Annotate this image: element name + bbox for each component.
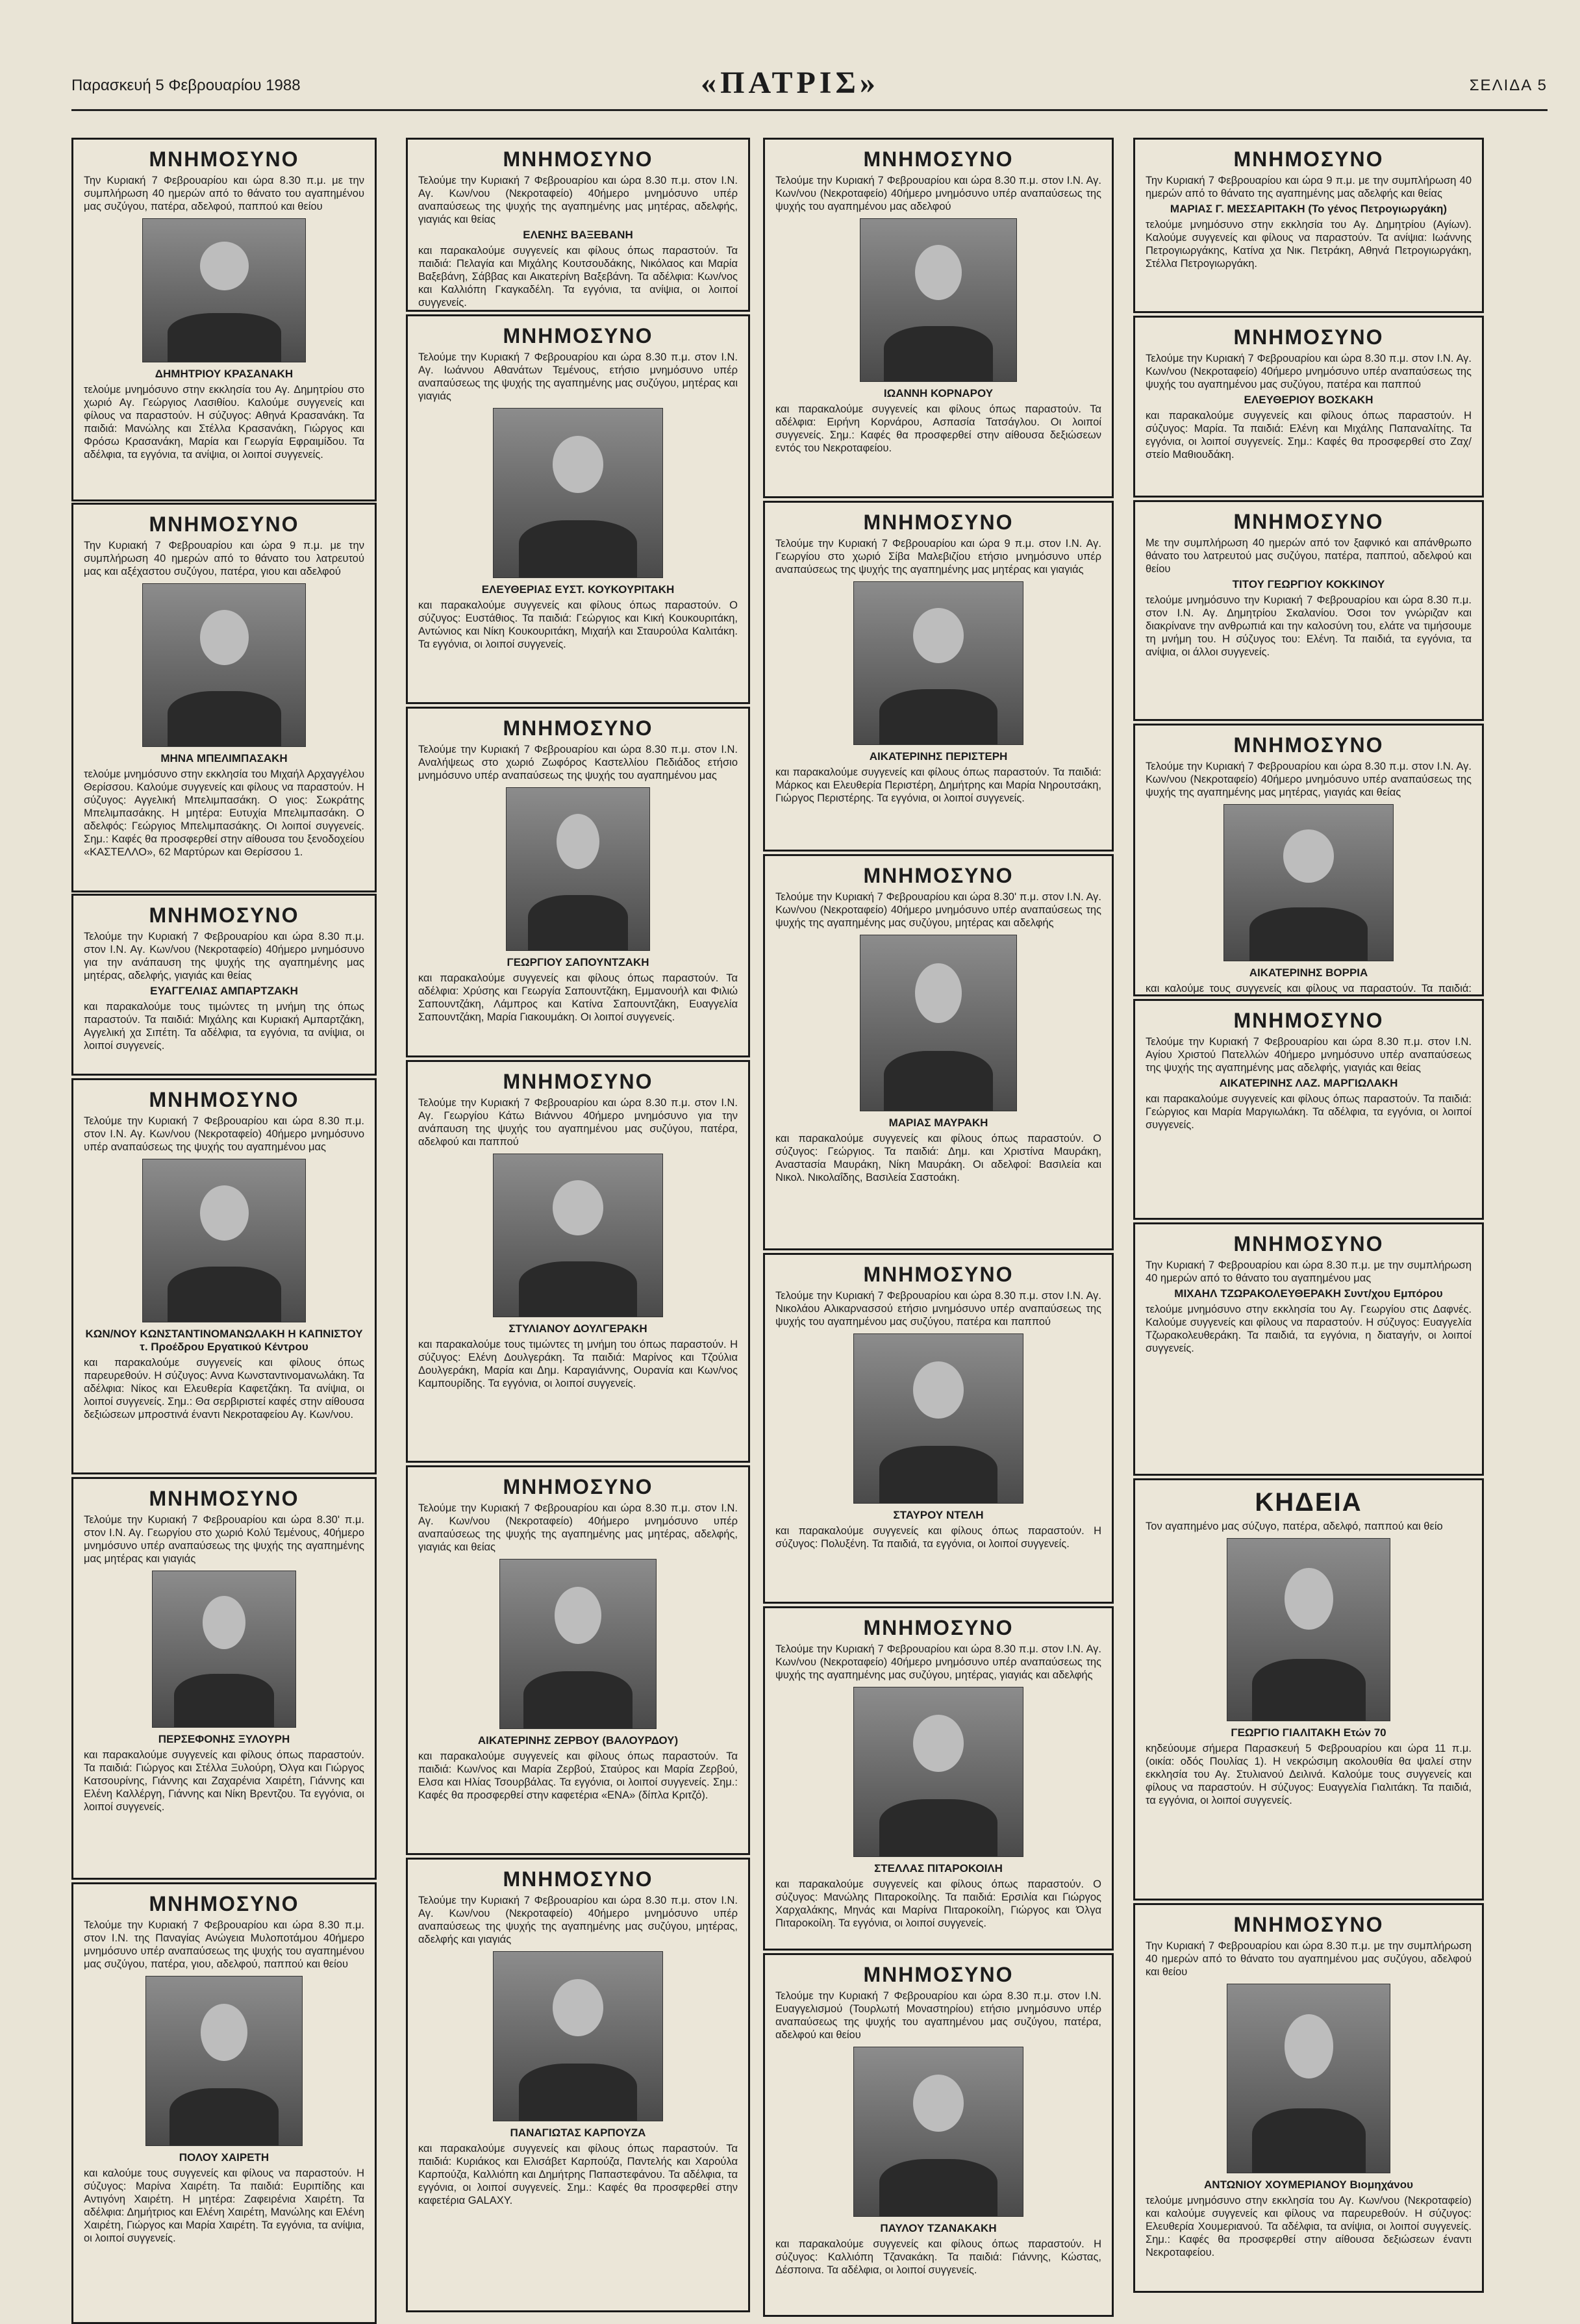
notice-title: ΜΝΗΜΟΣΥΝΟ [1233, 1913, 1384, 1936]
notice-title: ΜΝΗΜΟΣΥΝΟ [149, 1088, 299, 1111]
notice-body-text: και παρακαλούμε συγγενείς και φίλους όπως παραστούν. Τα παιδιά: Πελαγία και Μιχάλης Κουτσουδάκης, Νικόλαος και Μαρία Βαξεβάνη, Σάββας και Αικατερίνη Βαξεβάνη. Τα αδέλφια: Κων/νος και Καλλιόπη Γκαγκαδέλη. Τα εγγόνια, τα ανίψια, οι λοιποί συγγενείς. [418, 245, 738, 309]
portrait-photo [145, 1976, 303, 2146]
notice-title: ΜΝΗΜΟΣΥΝΟ [149, 512, 299, 536]
notice-intro-text: Τελούμε την Κυριακή 7 Φεβρουαρίου και ώρα 8.30 π.μ. στον Ι.Ν. Αγίου Χριστού Πατελλών 40ήμερο μνημόσυνο υπέρ αναπαύσεως της ψυχής της αγαπημένης μας αδελφής, γιαγιάς και θείας [1146, 1036, 1472, 1074]
deceased-name: ΕΛΕΥΘΕΡΙΑΣ ΕΥΣΤ. ΚΟΥΚΟΥΡΙΤΑΚΗ [481, 583, 675, 596]
deceased-name: ΕΛΕΝΗΣ ΒΑΞΕΒΑΝΗ [523, 229, 633, 241]
notice-title: ΜΝΗΜΟΣΥΝΟ [863, 511, 1014, 534]
deceased-name: ΠΑΥΛΟΥ ΤΖΑΝΑΚΑΚΗ [880, 2222, 997, 2234]
notice-body-text: και καλούμε τους συγγενείς και φίλους να παραστούν. Τα παιδιά: [1146, 983, 1472, 994]
deceased-name: ΜΙΧΑΗΛ ΤΖΩΡΑΚΟΛΕΥΘΕΡΑΚΗ Συντ/χου Εμπόρου [1174, 1287, 1443, 1300]
notice-intro-text: Τελούμε την Κυριακή 7 Φεβρουαρίου και ώρα 8.30 π.μ. στον Ι.Ν. Αγ. Κων/νου (Νεκροταφείο) 40ήμερο μνημόσυνο υπέρ αναπαύσεως της ψυχής του αγαπημένου μας [84, 1115, 364, 1153]
notice-intro-text: Τελούμε την Κυριακή 7 Φεβρουαρίου και ώρα 8.30 π.μ. στον Ι.Ν. Αγ. Κων/νου (Νεκροταφείο) 40ήμερο μνημόσυνο υπέρ αναπαύσεως της ψυχής της αγαπημένης μας μητέρας, αδελφής, γιαγιάς και θείας [418, 175, 738, 225]
deceased-name: ΓΕΩΡΓΙΟΥ ΣΑΠΟΥΝΤΖΑΚΗ [507, 956, 649, 968]
notice-box [406, 138, 750, 312]
notice-title: ΜΝΗΜΟΣΥΝΟ [503, 1070, 653, 1093]
portrait-photo [1223, 804, 1394, 961]
notice-body-text: και παρακαλούμε συγγενείς και φίλους όπως παραστούν. Ο σύζυγος: Ευστάθιος. Τα παιδιά: Γεώργιος και Κική Κουκουριτάκη, Αντώνιος και Νίκη Κουκουριτάκη, Μιχαήλ και Σταυρούλα Καλιτάκη. Τα εγγόνια, οι λοιποί συγγενείς. [418, 600, 738, 650]
deceased-name: ΣΤΑΥΡΟΥ ΝΤΕΛΗ [893, 1509, 984, 1521]
deceased-name: ΙΩΑΝΝΗ ΚΟΡΝΑΡΟΥ [883, 387, 994, 399]
notice-body-text: και παρακαλούμε συγγενείς και φίλους όπως παραστούν. Τα παιδιά: Κων/νος και Μαρία Ζερβού, Σταύρος και Μαρία Ζερβού, Ελσα και Ηλίας Τσουρβάλας. Τα εγγόνια, οι λοιποί συγγενείς. Σημ.: Καφές θα προσφερθεί στην καφετέρια «ΕΝΑ» (δίπλα Κριτζό). [418, 1750, 738, 1801]
notice-box [406, 1060, 750, 1463]
deceased-name: ΔΗΜΗΤΡΙΟΥ ΚΡΑΣΑΝΑΚΗ [155, 368, 294, 380]
portrait-photo [506, 787, 650, 951]
notice-intro-text: Τελούμε την Κυριακή 7 Φεβρουαρίου και ώρα 8.30 π.μ. στον Ι.Ν. Αγ. Ιωάννου Αθανάτων Τεμένους, ετήσιο μνημόσυνο υπέρ αναπαύσεως της ψυχής της αγαπημένης μας συζύγου, μητέρας και γιαγιάς [418, 351, 738, 402]
deceased-name: ΕΥΑΓΓΕΛΙΑΣ ΑΜΠΑΡΤΖΑΚΗ [150, 985, 298, 997]
notice-title: ΜΝΗΜΟΣΥΝΟ [1233, 1009, 1384, 1032]
notice-box [71, 1078, 377, 1474]
notice-box [1133, 500, 1484, 721]
notice-intro-text: Τελούμε την Κυριακή 7 Φεβρουαρίου και ώρα 8.30 π.μ. στον Ι.Ν. Αγ. Γεωργίου Κάτω Βιάννου 40ήμερο μνημόσυνο για την ανάπαυση της ψυχής του αγαπημένου μας συζύγου, πατέρα, αδελφού και παππού [418, 1097, 738, 1148]
notice-box [763, 1953, 1114, 2317]
notice-body-text: και παρακαλούμε συγγενείς και φίλους όπως παραστούν. Ο σύζυγος: Μανώλης Πιταροκοίλης. Τα παιδιά: Ερσιλία και Γιώργος Χαρχαλάκης, Μηνάς και Μαρίνα Πιταροκοίλη, Γιώργος και Όλγα Πιταροκοίλη. Τα εγγόνια, οι λοιποί συγγενείς. [775, 1878, 1101, 1929]
notice-box [1133, 1222, 1484, 1476]
portrait-photo [853, 2047, 1023, 2217]
notice-intro-text: Τελούμε την Κυριακή 7 Φεβρουαρίου και ώρα 8.30 π.μ. στον Ι.Ν. Αγ. Κων/νου (Νεκροταφείο) 40ήμερο μνημόσυνο υπέρ αναπαύσεως της ψυχής της αγαπημένης μας συζύγου, μητέρας, αδελφής και γιαγιάς [418, 1895, 738, 1945]
notice-body-text: και παρακαλούμε συγγενείς και φίλους όπως παραστούν. Τα παιδιά: Γιώργος και Στέλλα Ξυλούρη, Όλγα και Γιώργος Κατσουρίνης, Γιάννης και Ζαχαρένια Χαιρέτη, Γιάννης και Ελένη Καλλέργη, Γιάννης και Νίκη Βρεντζου. Τα εγγόνια, οι λοιποί συγγενείς. [84, 1749, 364, 1813]
notice-box [763, 1606, 1114, 1951]
notice-box [71, 1882, 377, 2324]
newspaper-title: «ΠΑΤΡΙΣ» [701, 66, 879, 100]
deceased-name: ΚΩΝ/ΝΟΥ ΚΩΝΣΤΑΝΤΙΝΟΜΑΝΩΛΑΚΗ Η ΚΑΠΝΙΣΤΟΥ τ. Προέδρου Εργατικού Κέντρου [85, 1328, 363, 1353]
notice-intro-text: Τελούμε την Κυριακή 7 Φεβρουαρίου και ώρα 8.30 π.μ. στον Ι.Ν. Αγ. Κων/νου (Νεκροταφείο) 40ήμερο μνημόσυνο υπέρ αναπαύσεως της ψυχής της αγαπημένης μας μητέρας, αδελφής, γιαγιάς και θείας [418, 1502, 738, 1553]
portrait-photo [1227, 1538, 1390, 1721]
notice-box [1133, 1478, 1484, 1901]
portrait-photo [499, 1559, 657, 1729]
notice-body-text: τελούμε μνημόσυνο στην εκκλησία του Αγ. Δημητρίου στο χωριό Αγ. Γεώργιος Λασιθίου. Καλούμε συγγενείς και φίλους να παραστούν. Η σύζυγος: Αθηνά Κρασανάκη. Τα παιδιά: Μανώλης και Στέλλα Κρασανάκη, Γιώργος και Φρόσω Κρασανάκη, Μαρία και Γεωργία Εφραιμίδου. Τα αδέλφια, τα εγγόνια, τα ανίψια, οι λοιποί συγγενείς. [84, 384, 364, 461]
notice-intro-text: Τελούμε την Κυριακή 7 Φεβρουαρίου και ώρα 8.30 π.μ. στον Ι.Ν. Αγ. Κων/νου (Νεκροταφείο) 40ήμερο μνημόσυνο υπέρ αναπαύσεως της ψυχής της αγαπημένης μας μητέρας, γιαγιάς και θείας [1146, 761, 1472, 798]
notice-body-text: και παρακαλούμε συγγενείς και φίλους όπως παραστούν. Ο σύζυγος: Γεώργιος. Τα παιδιά: Δημ. και Χριστίνα Μαυράκη, Αναστασία Μαυράκη, Νίκη Μαυράκη. Οι αδελφοί: Βασιλεία και Νικολ. Νικολαΐδης, Βασιλεία Σαστοάκη. [775, 1133, 1101, 1183]
notice-title: ΜΝΗΜΟΣΥΝΟ [1233, 510, 1384, 533]
notice-body-text: και παρακαλούμε συγγενείς και φίλους όπως παραστούν. Τα παιδιά: Κυριάκος και Ελισάβετ Καρπούζα, Παντελής και Χαρούλα Καρπούζα, Καλλιόπη και Δημήτρης Παπαστεφάνου. Τα αδέλφια, τα εγγόνια, οι λοιποί συγγενείς. Σημ.: Καφές θα προσφερθεί στην καφετέρια GALAXY. [418, 2143, 738, 2206]
notice-intro-text: Τον αγαπημένο μας σύζυγο, πατέρα, αδελφό, παππού και θείο [1146, 1521, 1443, 1532]
notice-title: ΜΝΗΜΟΣΥΝΟ [863, 147, 1014, 171]
notice-title: ΜΝΗΜΟΣΥΝΟ [503, 1475, 653, 1498]
notice-title: ΜΝΗΜΟΣΥΝΟ [503, 716, 653, 740]
notice-box [1133, 999, 1484, 1220]
deceased-name: ΑΙΚΑΤΕΡΙΝΗΣ ΛΑΖ. ΜΑΡΓΙΩΛΑΚΗ [1219, 1077, 1398, 1089]
portrait-photo [1227, 1984, 1390, 2173]
notice-intro-text: Την Κυριακή 7 Φεβρουαρίου και ώρα 8.30 π.μ. με την συμπλήρωση 40 ημερών από το θάνατο του αγαπημένου μας συζύγου, αδελφού και θείου [1146, 1940, 1472, 1978]
portrait-photo [142, 1159, 306, 1322]
deceased-name: ΠΑΝΑΓΙΩΤΑΣ ΚΑΡΠΟΥΖΑ [510, 2127, 646, 2139]
deceased-name: ΣΤΥΛΙΑΝΟΥ ΔΟΥΛΓΕΡΑΚΗ [508, 1322, 647, 1335]
notice-box [406, 1465, 750, 1855]
notice-intro-text: Τελούμε την Κυριακή 7 Φεβρουαρίου και ώρα 8.30 π.μ. στον Ι.Ν. Αναλήψεως στο χωριό Ζωφόρος Καστελλίου Πεδιάδος ετήσιο μνημόσυνο υπέρ αναπαύσεως της ψυχής του αγαπημένου μας [418, 744, 738, 781]
portrait-photo [493, 1951, 663, 2121]
notice-body-text: και παρακαλούμε τους τιμώντες τη μνήμη της όπως παραστούν. Τα παιδιά: Μιχάλης και Κυριακή Αμπαρτζάκη, Αγγελική χα Σιπέτη. Τα αδέλφια, τα εγγόνια, τα ανίψια, οι λοιποί συγγενείς. [84, 1001, 364, 1052]
notice-body-text: και καλούμε τους συγγενείς και φίλους να παραστούν. Η σύζυγος: Μαρίνα Χαιρέτη. Τα παιδιά: Ευριπίδης και Αντιγόνη Χαιρέτη. Η μητέρα: Ζαφειρένια Χαιρέτη. Τα αδέλφια: Δημήτριος και Ελένη Χαιρέτη, Μανώλης και Ελένη Χαιρέτη, Γιώργος και Μαρία Χαιρέτη. Τα εγγόνια, τα ανίψια, οι λοιποί συγγενείς. [84, 2167, 364, 2244]
notice-title: ΜΝΗΜΟΣΥΝΟ [1233, 147, 1384, 171]
notice-title: ΜΝΗΜΟΣΥΝΟ [863, 1616, 1014, 1639]
deceased-name: ΜΑΡΙΑΣ Γ. ΜΕΣΣΑΡΙΤΑΚΗ (Το γένος Πετρογιωργάκη) [1170, 203, 1448, 215]
notice-body-text: και παρακαλούμε συγγενείς και φίλους όπως παραστούν. Η σύζυγος: Πολυξένη. Τα παιδιά, τα εγγόνια, οι λοιποί συγγενείς. [775, 1525, 1101, 1550]
notice-intro-text: Τελούμε την Κυριακή 7 Φεβρουαρίου και ώρα 8.30 π.μ. στον Ι.Ν. Αγ. Κων/νου (Νεκροταφείο) 40ήμερο μνημόσυνο υπέρ αναπαύσεως της ψυχής του αγαπημένου μας αδελφού [775, 175, 1101, 212]
portrait-photo [493, 1154, 663, 1317]
notice-intro-text: Τελούμε την Κυριακή 7 Φεβρουαρίου και ώρα 8.30 π.μ. στον Ι.Ν. Ευαγγελισμού (Τουρλωτή Μοναστηρίου) ετήσιο μνημόσυνο υπέρ αναπαύσεως της ψυχής του αγαπημένου μας συζύγου, πατέρα, αδελφού και θείου [775, 1990, 1101, 2041]
notice-body-text: τελούμε μνημόσυνο την Κυριακή 7 Φεβρουαρίου και ώρα 8.30 π.μ. στον Ι.Ν. Αγ. Δημητρίου Σκαλανίου. Όσοι τον γνώριζαν και διακρίνανε την ανθρωπιά και την καλοσύνη του, ελάτε να τιμήσουμε τη μνήμη του. Η σύζυγος του: Ελένη. Τα παιδιά, τα εγγόνια, τα ανίψια, οι άλλοι συγγενείς. [1146, 594, 1472, 658]
notice-title: ΜΝΗΜΟΣΥΝΟ [1233, 1232, 1384, 1256]
deceased-name: ΑΙΚΑΤΕΡΙΝΗΣ ΖΕΡΒΟΥ (ΒΑΛΟΥΡΔΟΥ) [477, 1734, 679, 1747]
deceased-name: ΠΕΡΣΕΦΟΝΗΣ ΞΥΛΟΥΡΗ [158, 1733, 290, 1745]
notice-box [1133, 316, 1484, 498]
portrait-photo [142, 218, 306, 362]
notice-body-text: τελούμε μνημόσυνο στην εκκλησία του Μιχαήλ Αρχαγγέλου Θερίσσου. Καλούμε συγγενείς και φίλους να παραστούν. Η σύζυγος: Αγγελική Μπελιμπασάκη. Ο γιος: Σωκράτης Μπελιμπασάκης. Η μητέρα: Ευτυχία Μπελιμπασάκη. Ο αδελφός: Γεώργιος Μπελιμπασάκης. Οι λοιποί συγγενείς. Σημ.: Καφές θα προσφερθεί στην αίθουσα του ξενοδοχείου «ΚΑΣΤΕΛΛΟ», 62 Μαρτύρων και Θερίσσου 1. [84, 768, 364, 858]
notice-title: ΜΝΗΜΟΣΥΝΟ [1233, 733, 1384, 757]
deceased-name: ΤΙΤΟΥ ΓΕΩΡΓΙΟΥ ΚΟΚΚΙΝΟΥ [1232, 578, 1385, 590]
deceased-name: ΓΕΩΡΓΙΟ ΓΙΑΛΙΤΑΚΗ Ετών 70 [1231, 1726, 1386, 1739]
notice-title: ΜΝΗΜΟΣΥΝΟ [503, 147, 653, 171]
notice-body-text: και παρακαλούμε συγγενείς και φίλους όπως παραστούν. Τα παιδιά: Γεώργιος και Μαρία Μαργιωλάκη. Τα αδέλφια, τα εγγόνια, οι λοιποί συγγενείς. [1146, 1093, 1472, 1131]
notice-intro-text: Τελούμε την Κυριακή 7 Φεβρουαρίου και ώρα 8.30 π.μ. στον Ι.Ν. της Παναγίας Ανώγεια Μυλοποτάμου 40ήμερο μνημόσυνο υπέρ αναπαύσεως της ψυχής του αγαπημένου μας συζύγου, πατέρα, γιου, αδελφού, παππού και θείου [84, 1919, 364, 1970]
notice-body-text: και παρακαλούμε συγγενείς και φίλους όπως παραστούν. Τα αδέλφια: Χρύσης και Γεωργία Σαπουντζάκη, Εμμανουήλ και Φιλιώ Σαπουντζάκη, Λάμπρος και Κατίνα Σαπουντζάκη, Ευαγγελία Σαπουντζάκη, Μαρία Γιακουμάκη. Οι λοιποί συγγενείς. [418, 972, 738, 1023]
notice-intro-text: Την Κυριακή 7 Φεβρουαρίου και ώρα 9 π.μ. με την συμπλήρωση 40 ημερών από το θάνατο του λατρευτού μας και αξέχαστου συζύγου, πατέρα, γιου και αδελφού [84, 540, 364, 577]
notice-box [1133, 724, 1484, 996]
deceased-name: ΣΤΕΛΛΑΣ ΠΙΤΑΡΟΚΟΙΛΗ [874, 1862, 1003, 1875]
notice-box [71, 138, 377, 501]
notice-body-text: και παρακαλούμε τους τιμώντες τη μνήμη του όπως παραστούν. Η σύζυγος: Ελένη Δουλγεράκη. Τα παιδιά: Μαρίνος και Τζούλια Δουλγεράκη, Μαρία και Δημ. Καραγιάννης, Ουρανία και Κων/νος Καμπουρίδης. Τα εγγόνια, οι λοιποί συγγενείς. [418, 1339, 738, 1389]
notice-intro-text: Την Κυριακή 7 Φεβρουαρίου και ώρα 8.30 π.μ. με την συμπλήρωση 40 ημερών από το θάνατο του αγαπημένου μας συζύγου, πατέρα, αδελφού, παππού και θείου [84, 175, 364, 212]
notice-box [1133, 1903, 1484, 2293]
notice-title: ΜΝΗΜΟΣΥΝΟ [503, 324, 653, 347]
notice-box [71, 894, 377, 1076]
notice-box [71, 1477, 377, 1880]
portrait-photo [860, 218, 1017, 382]
portrait-photo [853, 581, 1023, 745]
notice-box [763, 854, 1114, 1250]
notice-intro-text: Με την συμπλήρωση 40 ημερών από τον ξαφνικό και απάνθρωπο θάνατο του λατρευτού μας συζύγου, πατέρα, παππού, αδελφού και θείου [1146, 537, 1472, 575]
notice-body-text: κηδεύουμε σήμερα Παρασκευή 5 Φεβρουαρίου και ώρα 11 π.μ. (οικία: οδός Πουλίας 1). Η νεκρώσιμη ακολουθία θα ψαλεί στην εκκλησία του Αγ. Στυλιανού Δειλινά. Καλούμε τους συγγενείς και φίλους να παραστούν. Η σύζυγος: Ευαγγελία Γιαλιτάκη. Τα παιδιά, τα εγγόνια, οι λοιποί συγγενείς. [1146, 1743, 1472, 1806]
portrait-photo [860, 935, 1017, 1111]
notice-intro-text: Τελούμε την Κυριακή 7 Φεβρουαρίου και ώρα 8.30 π.μ. στον Ι.Ν. Αγ. Νικολάου Αλικαρνασσού ετήσιο μνημόσυνο υπέρ αναπαύσεως της ψυχής του αγαπημένου μας συζύγου, πατέρα και παππού [775, 1290, 1101, 1328]
deceased-name: ΑΙΚΑΤΕΡΙΝΗΣ ΒΟΡΡΙΑ [1249, 966, 1368, 979]
portrait-photo [853, 1687, 1023, 1857]
portrait-photo [152, 1571, 296, 1728]
notice-title: ΜΝΗΜΟΣΥΝΟ [149, 147, 299, 171]
notice-title: ΜΝΗΜΟΣΥΝΟ [863, 864, 1014, 887]
notice-intro-text: Την Κυριακή 7 Φεβρουαρίου και ώρα 8.30 π.μ. με την συμπλήρωση 40 ημερών από το θάνατο του αγαπημένου μας [1146, 1259, 1472, 1284]
notice-intro-text: Τελούμε την Κυριακή 7 Φεβρουαρίου και ώρα 8.30 π.μ. στον Ι.Ν. Αγ. Κων/νου (Νεκροταφείο) 40ήμερο μνημόσυνο υπέρ αναπαύσεως της ψυχής της αγαπημένης μας συζύγου, μητέρας, γιαγιάς και αδελφής [775, 1643, 1101, 1681]
notice-intro-text: Τελούμε την Κυριακή 7 Φεβρουαρίου και ώρα 8.30' π.μ. στον Ι.Ν. Αγ. Γεωργίου στο χωριό Κολύ Τεμένους, 40ήμερο μνημόσυνο υπέρ αναπαύσεως της ψυχής της αγαπημένης μας μητέρας και γιαγιάς [84, 1514, 364, 1565]
deceased-name: ΑΝΤΩΝΙΟΥ ΧΟΥΜΕΡΙΑΝΟΥ Βιομηχάνου [1204, 2179, 1413, 2191]
notice-intro-text: Τελούμε την Κυριακή 7 Φεβρουαρίου και ώρα 8.30 π.μ. στον Ι.Ν. Αγ. Κων/νου (Νεκροταφείο) 40ήμερο μνημόσυνο για την ανάπαυση της ψυχής της αγαπημένης μας μητέρας, αδελφής, γιαγιάς και θείας [84, 931, 364, 981]
notice-intro-text: Τελούμε την Κυριακή 7 Φεβρουαρίου και ώρα 8.30 π.μ. στον Ι.Ν. Αγ. Κων/νου (Νεκροταφείο) 40ήμερο μνημόσυνο υπέρ αναπαύσεως της ψυχής του αγαπημένου μας συζύγου, πατέρα και παππού [1146, 353, 1472, 390]
notice-body-text: τελούμε μνημόσυνο στην εκκλησία του Αγ. Γεωργίου στις Δαφνές. Καλούμε συγγενείς και φίλους να παραστούν. Η σύζυγος: Ευαγγελία Τζωρακολευθεράκη. Τα παιδιά, τα εγγόνια, η διαταγήν, οι λοιποί συγγενείς. [1146, 1304, 1472, 1354]
notice-box [1133, 138, 1484, 313]
portrait-photo [142, 583, 306, 747]
notice-body-text: και παρακαλούμε συγγενείς και φίλους όπως παρευρεθούν. Η σύζυγος: Αννα Κωνσταντινομανωλάκη. Τα αδέλφια: Νίκος και Ελευθερία Καφετζάκη. Τα ανίψια, οι λοιποί συγγενείς. Σημ.: Θα σερβιριστεί καφές στην αίθουσα δεξιώσεων μπροστινά έναντι Νεκροταφείου Αγ. Κων/νου. [84, 1357, 364, 1421]
notice-title: ΜΝΗΜΟΣΥΝΟ [863, 1263, 1014, 1286]
notice-body-text: τελούμε μνημόσυνο στην εκκλησία του Αγ. Κων/νου (Νεκροταφείο) και καλούμε συγγενείς και φίλους να παρευρεθούν. Η σύζυγος: Ελευθερία Χουμεριανού. Τα αδέλφια, τα ανίψια, οι λοιποί συγγενείς. Σημ.: Καφές θα προσφερθεί στην αίθουσα δεξιώσεων έναντι Νεκροταφείου. [1146, 2195, 1472, 2258]
notice-body-text: και παρακαλούμε συγγενείς και φίλους όπως παραστούν. Τα αδέλφια: Ειρήνη Κορνάρου, Ασπασία Τατσάγλου. Οι λοιποί συγγενείς. Σημ.: Καφές θα προσφερθεί στην αίθουσα δεξιώσεων εντός του Νεκροταφείου. [775, 403, 1101, 454]
notice-box [406, 314, 750, 704]
notice-body-text: και παρακαλούμε συγγενείς και φίλους όπως παραστούν. Τα παιδιά: Μάρκος και Ελευθερία Περιστέρη, Δημήτρης και Μαρία Νηρουτσάκη, Γιώργος Περιστέρης. Τα εγγόνια, οι λοιποί συγγενείς. [775, 766, 1101, 804]
notice-box [763, 1253, 1114, 1604]
notice-body-text: και παρακαλούμε συγγενείς και φίλους όπως παραστούν. Η σύζυγος: Καλλιόπη Τζανακάκη. Τα παιδιά: Γιάννης, Κώστας, Δέσποινα. Τα αδέλφια, οι λοιποί συγγενείς. [775, 2238, 1101, 2276]
notice-body-text: και παρακαλούμε συγγενείς και φίλους όπως παραστούν. Η σύζυγος: Μαρία. Τα παιδιά: Ελένη και Μιχάλης Παπαναλίτης. Τα εγγόνια, οι λοιποί συγγενείς. Σημ.: Καφές θα προσφερθεί στο Ζαχ/στείο Μαθιουδάκη. [1146, 410, 1472, 461]
notice-title: ΜΝΗΜΟΣΥΝΟ [863, 1963, 1014, 1986]
portrait-photo [853, 1333, 1023, 1504]
notice-body-text: τελούμε μνημόσυνο στην εκκλησία του Αγ. Δημητρίου (Αγίων). Καλούμε συγγενείς και φίλους να παραστούν. Τα ανίψια: Ιωάννης Πετρογιωργάκης, Κατίνα χα Νικ. Πετράκη, Αθηνά Πετρογιωργάκη, Στέλλα Πετρογιωργάκη. [1146, 219, 1472, 270]
notice-box [763, 138, 1114, 498]
page-number: ΣΕΛΙΔΑ 5 [1469, 77, 1548, 94]
notice-box [406, 707, 750, 1057]
deceased-name: ΜΗΝΑ ΜΠΕΛΙΜΠΑΣΑΚΗ [160, 752, 288, 764]
deceased-name: ΜΑΡΙΑΣ ΜΑΥΡΑΚΗ [888, 1117, 988, 1129]
notice-intro-text: Τελούμε την Κυριακή 7 Φεβρουαρίου και ώρα 8.30' π.μ. στον Ι.Ν. Αγ. Κων/νου (Νεκροταφείο) 40ήμερο μνημόσυνο υπέρ αναπαύσεως της ψυχής της αγαπημένης μας συζύγου, μητέρας και αδελφής [775, 891, 1101, 929]
issue-date: Παρασκευή 5 Φεβρουαρίου 1988 [71, 77, 301, 94]
notice-intro-text: Την Κυριακή 7 Φεβρουαρίου και ώρα 9 π.μ. με την συμπλήρωση 40 ημερών από το θάνατο της αγαπημένης μας αδελφής και θείας [1146, 175, 1472, 199]
page-header [0, 0, 1580, 104]
notice-box [406, 1858, 750, 2312]
notice-title: ΜΝΗΜΟΣΥΝΟ [149, 1487, 299, 1510]
notice-box [71, 503, 377, 892]
deceased-name: ΕΛΕΥΘΕΡΙΟΥ ΒΟΣΚΑΚΗ [1244, 394, 1373, 406]
notice-title: ΜΝΗΜΟΣΥΝΟ [1233, 325, 1384, 349]
notice-intro-text: Τελούμε την Κυριακή 7 Φεβρουαρίου και ώρα 9 π.μ. στον Ι.Ν. Αγ. Γεωργίου στο χωριό Σίβα Μαλεβιζίου ετήσιο μνημόσυνο υπέρ αναπαύσεως της ψυχής της αγαπημένης μας μητέρας και γιαγιάς [775, 538, 1101, 575]
notice-box [763, 501, 1114, 852]
header-rule [71, 109, 1548, 111]
portrait-photo [493, 408, 663, 578]
notice-title: ΜΝΗΜΟΣΥΝΟ [149, 1892, 299, 1915]
deceased-name: ΠΟΛΟΥ ΧΑΙΡΕΤΗ [179, 2151, 270, 2164]
notice-title: ΜΝΗΜΟΣΥΝΟ [149, 903, 299, 927]
deceased-name: ΑΙΚΑΤΕΡΙΝΗΣ ΠΕΡΙΣΤΕΡΗ [869, 750, 1008, 763]
notice-title: ΚΗΔΕΙΑ [1255, 1488, 1362, 1517]
notice-title: ΜΝΗΜΟΣΥΝΟ [503, 1867, 653, 1891]
